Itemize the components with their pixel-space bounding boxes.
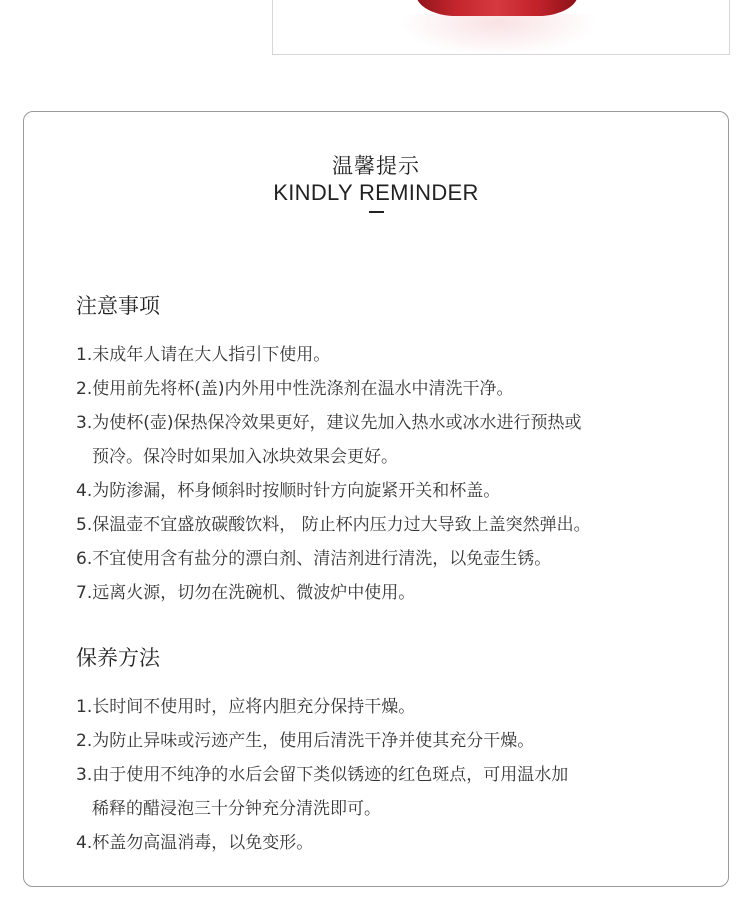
reminder-card bbox=[23, 111, 729, 887]
care-item-4: 4.杯盖勿高温消毒，以免变形。 bbox=[76, 833, 314, 853]
notes-item-2: 2.使用前先将杯(盖)内外用中性洗涤剂在温水中清洗干净。 bbox=[76, 379, 514, 399]
reminder-header bbox=[24, 152, 728, 213]
notes-title: 注意事项 bbox=[76, 294, 160, 318]
notes-item-7: 7.远离火源，切勿在洗碗机、微波炉中使用。 bbox=[76, 583, 416, 603]
list-item bbox=[76, 338, 696, 372]
list-item bbox=[76, 406, 696, 474]
care-title: 保养方法 bbox=[76, 646, 160, 670]
product-bottle-image bbox=[416, 0, 578, 16]
care-section bbox=[76, 644, 696, 860]
notes-item-3: 3.为使杯(壶)保热保冷效果更好，建议先加入热水或冰水进行预热或 bbox=[76, 413, 582, 433]
list-item bbox=[76, 508, 696, 542]
notes-item-3-continuation: 预冷。保冷时如果加入冰块效果会更好。 bbox=[92, 447, 398, 467]
notes-item-5: 5.保温壶不宜盛放碳酸饮料， 防止杯内压力过大导致上盖突然弹出。 bbox=[76, 515, 591, 535]
list-item bbox=[76, 758, 696, 826]
notes-section bbox=[76, 292, 696, 610]
care-item-3-continuation: 稀释的醋浸泡三十分钟充分清洗即可。 bbox=[92, 799, 381, 819]
care-item-1: 1.长时间不使用时，应将内胆充分保持干燥。 bbox=[76, 697, 416, 717]
list-item bbox=[76, 826, 696, 860]
list-item bbox=[76, 724, 696, 758]
care-item-3: 3.由于使用不纯净的水后会留下类似锈迹的红色斑点，可用温水加 bbox=[76, 765, 569, 785]
list-item bbox=[76, 474, 696, 508]
reminder-title-cn: 温馨提示 bbox=[332, 154, 420, 178]
title-divider bbox=[369, 211, 384, 213]
list-item bbox=[76, 576, 696, 610]
notes-item-1: 1.未成年人请在大人指引下使用。 bbox=[76, 345, 331, 365]
notes-item-4: 4.为防渗漏，杯身倾斜时按顺时针方向旋紧开关和杯盖。 bbox=[76, 481, 501, 501]
list-item bbox=[76, 372, 696, 406]
list-item bbox=[76, 690, 696, 724]
product-image-frame bbox=[272, 0, 730, 55]
list-item bbox=[76, 542, 696, 576]
product-reflection bbox=[398, 14, 598, 55]
care-item-2: 2.为防止异味或污迹产生，使用后清洗干净并使其充分干燥。 bbox=[76, 731, 535, 751]
reminder-title-en: KINDLY REMINDER bbox=[273, 180, 479, 205]
notes-item-6: 6.不宜使用含有盐分的漂白剂、清洁剂进行清洗，以免壶生锈。 bbox=[76, 549, 552, 569]
